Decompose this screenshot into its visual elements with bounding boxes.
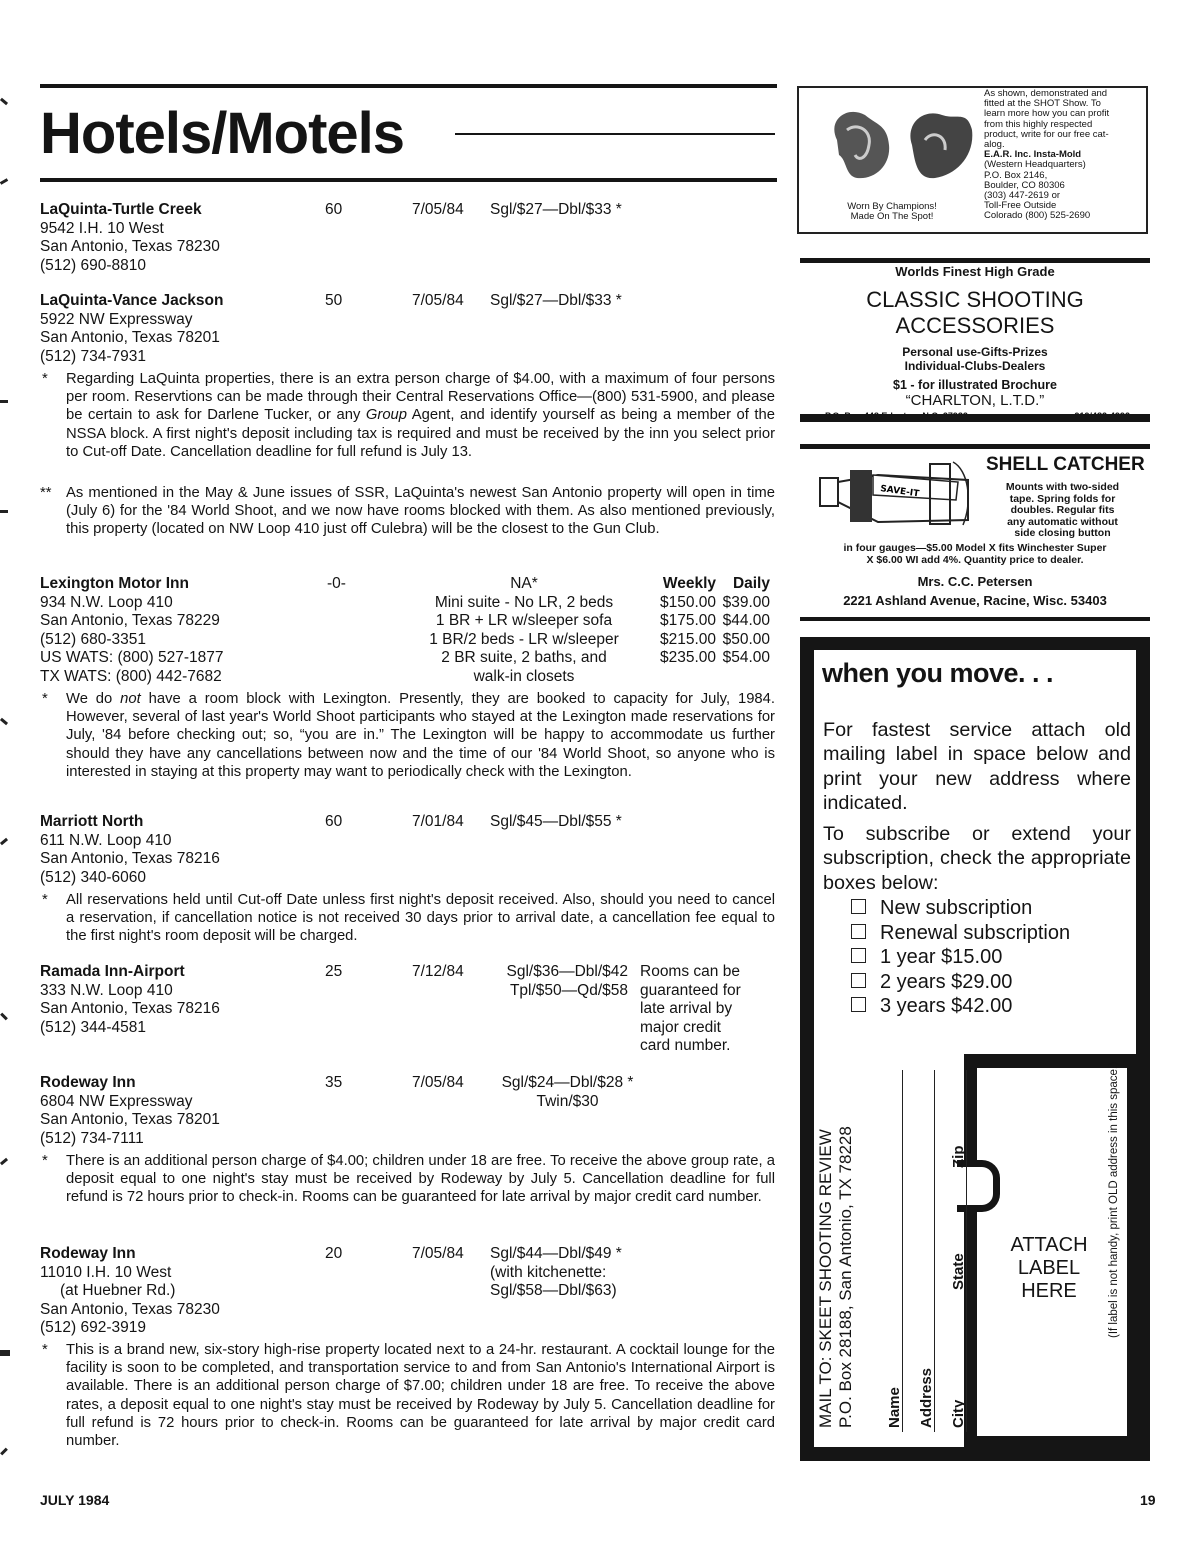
option-3-years[interactable]: 3 years $42.00	[851, 994, 1070, 1019]
weekly-rate: $215.00	[659, 630, 716, 648]
hotel-rooms: -0-	[327, 575, 346, 592]
title-rule	[455, 133, 775, 135]
hotel-address: San Antonio, Texas 78229	[40, 612, 220, 629]
address-label: Address	[918, 1367, 935, 1428]
shell-catcher-title: SHELL CATCHER	[986, 454, 1145, 475]
hotel-entry	[40, 963, 780, 1054]
weekly-header: Weekly	[662, 575, 716, 592]
hotel-rates: Sgl/$24—Dbl/$28 * Twin/$30	[501, 1074, 634, 1110]
room-type: walk-in closets	[473, 667, 575, 685]
hotel-name: LaQuinta-Vance Jackson	[40, 292, 224, 309]
hotel-address: 611 N.W. Loop 410	[40, 831, 172, 849]
weekly-column	[648, 575, 716, 668]
daily-column	[720, 575, 770, 668]
city-line[interactable]	[966, 1070, 967, 1432]
hotel-phone: (512) 344-4581	[40, 1018, 146, 1036]
hotel-note: * Regarding LaQuinta properties, there is an extra person charge of $4.00, with a maximum of four persons per room. Reservtions can be made through their Central Reservations Office—(800) 531-5900, and please be certain to ask for Darlene Tucker, or any Group Agent, and identify yourself as being a member of the NSSA block. A first night's deposit including tax is required and must be received by the inn you select prior to Cut-off Date. Cancellation deadline for full refund is July 13.	[42, 371, 775, 460]
hotel-name: LaQuinta-Turtle Creek	[40, 201, 202, 218]
hotel-entry	[40, 201, 780, 275]
classic-ad: Worlds Finest High Grade CLASSIC SHOOTING ACCESSORIES Personal use-Gifts-Prizes Individual-Clubs-Dealers $1 - for illustrated Brochure “CHARLTON, L.T.D.”	[800, 262, 1150, 425]
room-type: Mini suite - No LR, 2 beds	[434, 593, 614, 611]
daily-rate: $54.00	[722, 649, 770, 666]
checkbox[interactable]	[851, 948, 866, 963]
binding-mark	[0, 178, 8, 185]
hotel-note: * All reservations held until Cut-off Date unless first night's deposit received. Also, should you need to cancel a reservation, if cancellation notice is not received 30 days prior to arrival date, a cancellation fee equal to the first night's room deposit will be charged.	[42, 892, 775, 945]
binding-mark	[0, 1350, 10, 1356]
binding-mark	[0, 1013, 8, 1021]
daily-rate: $39.00	[722, 593, 770, 611]
save-it-tag: SAVE-IT	[879, 484, 920, 500]
hotel-cutoff: 7/01/84	[412, 813, 464, 830]
daily-rate: $44.00	[722, 612, 770, 629]
binding-mark	[0, 400, 8, 403]
checkbox[interactable]	[851, 997, 866, 1012]
hotel-address: San Antonio, Texas 78201	[40, 1111, 220, 1128]
hotel-phone: TX WATS: (800) 442-7682	[40, 667, 222, 685]
shell-catcher-prices: in four gauges—$5.00 Model X fits Winchester Super X $6.00 WI add 4%. Quantity price to dealer.	[843, 542, 1107, 566]
hotel-rates: Sgl/$27—Dbl/$33 *	[490, 201, 622, 218]
page-number: 19	[1140, 1492, 1156, 1508]
shell-catcher-contact: Mrs. C.C. Petersen	[917, 574, 1033, 589]
hotel-phone: (512) 340-6060	[40, 868, 146, 886]
room-type: 1 BR + LR w/sleeper sofa	[435, 612, 613, 629]
rate-table	[418, 575, 630, 686]
footer-date: JULY 1984	[40, 1492, 110, 1508]
option-renewal-subscription[interactable]: Renewal subscription	[851, 921, 1070, 946]
subscribe-instructions: To subscribe or extend your subscription, check the appropriate boxes below:	[823, 823, 1131, 894]
hotel-note: * We do not have a room block with Lexington. Presently, they are booked to capacity for July, 1984. However, several of last year's World Shoot participants who stayed at the Lexington made reservations for July, '84 before checking out; so, “you are in.” The Lexington will be happy to accommodate us further should they have any cancellations between now and the time of our '84 World Shoot, so anyone who is interested in staying at this property may want to periodically check with the Lexington.	[42, 691, 775, 780]
hotel-address: 333 N.W. Loop 410	[40, 981, 173, 999]
hotel-phone: (512) 690-8810	[40, 256, 146, 274]
hotel-entry	[40, 1074, 780, 1148]
city-label: City	[950, 1399, 967, 1428]
hotel-rooms: 25	[325, 963, 343, 980]
binding-mark	[0, 510, 8, 513]
shell-catcher-desc: Mounts with two-sided tape. Spring folds for doubles. Regular fits any automatic without side closing button	[1005, 481, 1120, 539]
hotel-address: 5922 NW Expressway	[40, 310, 193, 328]
hotel-rooms: 60	[325, 813, 343, 830]
hotel-name: Lexington Motor Inn	[40, 575, 189, 592]
ad-rule	[800, 414, 1150, 422]
daily-header: Daily	[732, 575, 770, 592]
state-label: State	[950, 1253, 967, 1290]
hotel-phone: (512) 692-3919	[40, 1319, 146, 1336]
binding-mark	[0, 1448, 8, 1456]
hotel-cutoff: NA*	[510, 575, 538, 592]
room-type: 2 BR suite, 2 baths, and	[441, 649, 607, 666]
checkbox[interactable]	[851, 899, 866, 914]
move-heading: when you move. . .	[822, 658, 1054, 688]
hotel-rates: Sgl/$44—Dbl/$49 * (with kitchenette: Sgl/$58—Dbl/$63)	[490, 1245, 622, 1299]
hotel-rooms: 20	[325, 1245, 343, 1262]
hotel-address: San Antonio, Texas 78216	[40, 1000, 220, 1017]
room-type: 1 BR/2 beds - LR w/sleeper	[429, 630, 619, 648]
shell-catcher-address: 2221 Ashland Avenue, Racine, Wisc. 53403	[843, 593, 1107, 608]
name-label: Name	[886, 1387, 903, 1428]
ear-ad-text: As shown, demonstrated and fitted at the SHOT Show. To learn more how you can profit from this highly respected product, write for our free cat- alog. E.A.R. Inc. Insta-Mold (Western Headquarters) P.O. Box 2146, Boulder, CO 80306 (303) 447-2619 or Toll-Free Outside Colorado (800) 525-2690	[984, 89, 1139, 222]
weekly-rate: $150.00	[659, 593, 716, 611]
hotel-name: Ramada Inn-Airport	[40, 963, 185, 980]
ear-company: E.A.R. Inc. Insta-Mold	[984, 149, 1082, 161]
hotel-note: * There is an additional person charge of $4.00; children under 18 are free. To receive the above group rate, a deposit equal to one night's stay must be received by Rodeway by July 5. Cancellation deadline for full refund is 72 hours prior to check-in. Rooms can be guaranteed for late arrival by major credit card number.	[42, 1153, 775, 1206]
option-2-years[interactable]: 2 years $29.00	[851, 970, 1070, 995]
ad-rule	[800, 617, 1150, 621]
hotel-phone: (512) 680-3351	[40, 630, 146, 648]
hotel-rate-note: Rooms can be guaranteed for late arrival by major credit card number.	[640, 963, 741, 1054]
hotel-entry	[40, 292, 780, 366]
hotel-rates: Sgl/$27—Dbl/$33 *	[490, 292, 622, 309]
shell-catcher-ad	[800, 452, 1150, 612]
hotel-address: San Antonio, Texas 78216	[40, 850, 220, 867]
earplug-image	[817, 100, 977, 190]
binding-mark	[0, 1158, 8, 1165]
binding-mark	[0, 718, 8, 725]
hotel-address: 934 N.W. Loop 410	[40, 593, 173, 611]
mailing-address: MAIL TO: SKEET SHOOTING REVIEW P.O. Box 28188, San Antonio, TX 78228	[816, 1126, 855, 1428]
checkbox[interactable]	[851, 973, 866, 988]
move-instructions: For fastest service attach old mailing label in space below and print your new address where indicated.	[823, 719, 1131, 814]
subscription-options	[851, 896, 1070, 1019]
hotel-address: San Antonio, Texas 78230	[40, 1300, 220, 1318]
hotel-cutoff: 7/05/84	[412, 292, 464, 309]
form-inner	[814, 650, 1136, 1447]
option-new-subscription[interactable]: New subscription	[851, 896, 1070, 921]
hotel-phone: (512) 734-7111	[40, 1129, 144, 1147]
binding-mark	[0, 98, 8, 105]
hotel-address: 9542 I.H. 10 West	[40, 219, 164, 237]
hotel-phone: (512) 734-7931	[40, 347, 146, 365]
ear-caption: Worn By Champions! Made On The Spot!	[847, 201, 937, 222]
classic-name: CLASSIC SHOOTING ACCESSORIES	[866, 287, 1084, 338]
classic-tagline: Worlds Finest High Grade	[895, 264, 1055, 279]
weekly-rate: $235.00	[659, 649, 716, 666]
weekly-rate: $175.00	[659, 612, 716, 629]
hotel-name: Marriott North	[40, 813, 144, 830]
hotel-phone: US WATS: (800) 527-1877	[40, 649, 224, 666]
ear-ad	[797, 86, 1148, 234]
hotel-entry	[40, 813, 780, 887]
top-rule	[40, 84, 777, 88]
page-title: Hotels/Motels	[40, 101, 405, 166]
hotel-cutoff: 7/05/84	[412, 201, 464, 218]
option-1-year[interactable]: 1 year $15.00	[851, 945, 1070, 970]
name-line[interactable]	[902, 1070, 903, 1432]
shell-catcher-image	[818, 460, 978, 532]
hotel-rooms: 35	[325, 1074, 343, 1091]
hotel-rates: Sgl/$45—Dbl/$55 *	[490, 813, 622, 830]
hotel-rates: Sgl/$36—Dbl/$42 Tpl/$50—Qd/$58	[506, 963, 628, 999]
hotel-address: 11010 I.H. 10 West	[40, 1263, 172, 1281]
change-of-address-form	[800, 637, 1150, 1461]
hotel-address: (at Huebner Rd.)	[60, 1282, 176, 1299]
zip-label: Zip	[950, 1145, 967, 1168]
hotel-rooms: 60	[325, 201, 343, 218]
hotel-address: San Antonio, Texas 78230	[40, 238, 220, 255]
binding-mark	[0, 838, 8, 845]
hotel-name: Rodeway Inn	[40, 1074, 136, 1091]
hotel-rooms: 50	[325, 292, 343, 309]
ad-rule	[800, 444, 1150, 449]
hotel-cutoff: 7/12/84	[412, 963, 464, 980]
hotel-address: San Antonio, Texas 78201	[40, 329, 220, 346]
hotel-cutoff: 7/05/84	[412, 1245, 464, 1262]
hotel-cutoff: 7/05/84	[412, 1074, 464, 1091]
hotel-entry	[40, 575, 780, 686]
hotel-name: Rodeway Inn	[40, 1245, 136, 1262]
old-address-note: (If label is not handy, print OLD address in this space.)	[1108, 1062, 1120, 1338]
title-bottom-rule	[40, 178, 777, 182]
hotel-note: ** As mentioned in the May & June issues of SSR, LaQuinta's newest San Antonio property will open in time (July 6) for the '84 World Shoot, and we now have rooms blocked with them. As also mentioned previously, this property (located on NW Loop 410 just off Culebra) will be the closest to the Gun Club.	[40, 485, 775, 538]
hotel-note: * This is a brand new, six-story high-rise property located next to a 24-hr. restaurant. A cocktail lounge for the facility is soon to be completed, and transportation service to and from San Antonio's International Airport is available. There is an additional person charge of $7.00; children under 18 are free. To receive the above rates, a deposit equal to one night's stay must be received by Rodeway by July 5. Cancellation deadline for full refund is 72 hours prior to check-in. Rooms can be guaranteed for late arrival by major credit card number.	[42, 1342, 775, 1450]
daily-rate: $50.00	[722, 630, 770, 648]
hotel-entry	[40, 1245, 780, 1338]
checkbox[interactable]	[851, 924, 866, 939]
hotel-address: 6804 NW Expressway	[40, 1092, 193, 1110]
attach-label-text: ATTACH LABEL HERE	[1010, 1234, 1088, 1302]
